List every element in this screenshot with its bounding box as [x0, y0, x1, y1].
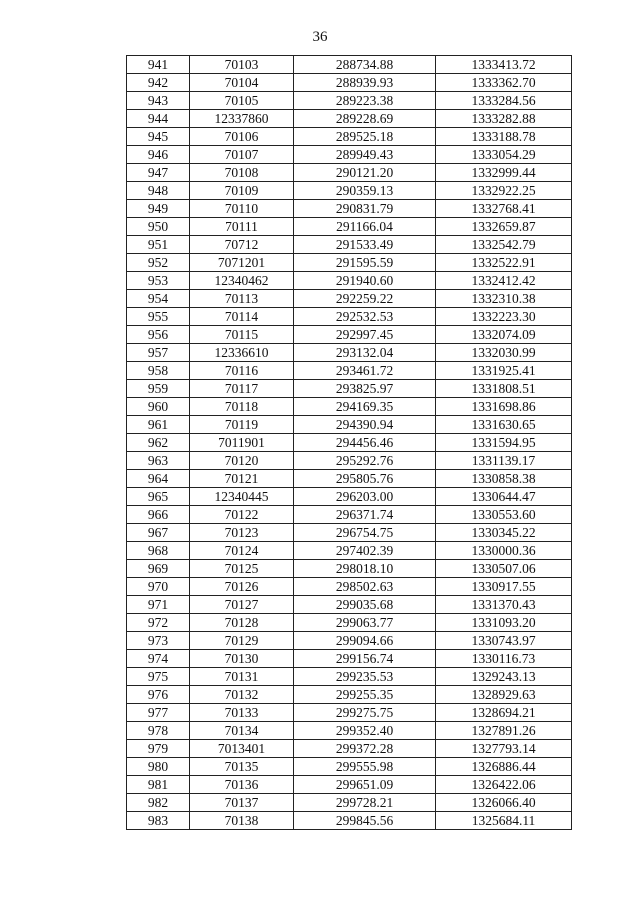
- y-coordinate-cell: 1330116.73: [436, 650, 572, 668]
- x-coordinate-cell: 295292.76: [294, 452, 436, 470]
- y-coordinate-cell: 1332542.79: [436, 236, 572, 254]
- x-coordinate-cell: 299275.75: [294, 704, 436, 722]
- point-id-cell: 70105: [190, 92, 294, 110]
- y-coordinate-cell: 1327793.14: [436, 740, 572, 758]
- point-id-cell: 70129: [190, 632, 294, 650]
- y-coordinate-cell: 1332768.41: [436, 200, 572, 218]
- y-coordinate-cell: 1333054.29: [436, 146, 572, 164]
- table-row: [127, 398, 572, 416]
- y-coordinate-cell: 1330917.55: [436, 578, 572, 596]
- x-coordinate-cell: 290831.79: [294, 200, 436, 218]
- table-row: [127, 758, 572, 776]
- table-row: [127, 596, 572, 614]
- row-index-cell: 978: [127, 722, 190, 740]
- point-id-cell: 12337860: [190, 110, 294, 128]
- table-row: [127, 470, 572, 488]
- x-coordinate-cell: 291533.49: [294, 236, 436, 254]
- x-coordinate-cell: 299845.56: [294, 812, 436, 830]
- row-index-cell: 968: [127, 542, 190, 560]
- y-coordinate-cell: 1333413.72: [436, 56, 572, 74]
- table-row: [127, 578, 572, 596]
- y-coordinate-cell: 1330507.06: [436, 560, 572, 578]
- row-index-cell: 970: [127, 578, 190, 596]
- x-coordinate-cell: 293825.97: [294, 380, 436, 398]
- y-coordinate-cell: 1332522.91: [436, 254, 572, 272]
- row-index-cell: 959: [127, 380, 190, 398]
- row-index-cell: 961: [127, 416, 190, 434]
- x-coordinate-cell: 298502.63: [294, 578, 436, 596]
- x-coordinate-cell: 299063.77: [294, 614, 436, 632]
- y-coordinate-cell: 1331093.20: [436, 614, 572, 632]
- point-id-cell: 7013401: [190, 740, 294, 758]
- table-row: [127, 362, 572, 380]
- y-coordinate-cell: 1332074.09: [436, 326, 572, 344]
- y-coordinate-cell: 1332659.87: [436, 218, 572, 236]
- x-coordinate-cell: 293461.72: [294, 362, 436, 380]
- table-row: [127, 776, 572, 794]
- table-row: [127, 416, 572, 434]
- row-index-cell: 981: [127, 776, 190, 794]
- table-row: [127, 74, 572, 92]
- y-coordinate-cell: 1331630.65: [436, 416, 572, 434]
- point-id-cell: 70135: [190, 758, 294, 776]
- table-row: [127, 344, 572, 362]
- point-id-cell: 70124: [190, 542, 294, 560]
- point-id-cell: 70114: [190, 308, 294, 326]
- x-coordinate-cell: 289228.69: [294, 110, 436, 128]
- y-coordinate-cell: 1333284.56: [436, 92, 572, 110]
- row-index-cell: 955: [127, 308, 190, 326]
- row-index-cell: 965: [127, 488, 190, 506]
- row-index-cell: 966: [127, 506, 190, 524]
- x-coordinate-cell: 297402.39: [294, 542, 436, 560]
- table-body: [127, 56, 572, 830]
- point-id-cell: 70113: [190, 290, 294, 308]
- x-coordinate-cell: 291166.04: [294, 218, 436, 236]
- x-coordinate-cell: 292259.22: [294, 290, 436, 308]
- table-row: [127, 218, 572, 236]
- point-id-cell: 70123: [190, 524, 294, 542]
- table-row: [127, 164, 572, 182]
- table-row: [127, 452, 572, 470]
- point-id-cell: 12340445: [190, 488, 294, 506]
- table-row: [127, 488, 572, 506]
- x-coordinate-cell: 299235.53: [294, 668, 436, 686]
- point-id-cell: 12340462: [190, 272, 294, 290]
- row-index-cell: 980: [127, 758, 190, 776]
- table-row: [127, 326, 572, 344]
- table-row: [127, 506, 572, 524]
- table-row: [127, 614, 572, 632]
- point-id-cell: 7071201: [190, 254, 294, 272]
- table-row: [127, 542, 572, 560]
- point-id-cell: 70122: [190, 506, 294, 524]
- row-index-cell: 964: [127, 470, 190, 488]
- x-coordinate-cell: 299372.28: [294, 740, 436, 758]
- x-coordinate-cell: 292997.45: [294, 326, 436, 344]
- table-row: [127, 650, 572, 668]
- row-index-cell: 982: [127, 794, 190, 812]
- x-coordinate-cell: 289223.38: [294, 92, 436, 110]
- y-coordinate-cell: 1326066.40: [436, 794, 572, 812]
- x-coordinate-cell: 289525.18: [294, 128, 436, 146]
- x-coordinate-cell: 295805.76: [294, 470, 436, 488]
- row-index-cell: 952: [127, 254, 190, 272]
- row-index-cell: 958: [127, 362, 190, 380]
- point-id-cell: 70103: [190, 56, 294, 74]
- row-index-cell: 957: [127, 344, 190, 362]
- table-row: [127, 308, 572, 326]
- row-index-cell: 945: [127, 128, 190, 146]
- point-id-cell: 70121: [190, 470, 294, 488]
- y-coordinate-cell: 1333282.88: [436, 110, 572, 128]
- row-index-cell: 950: [127, 218, 190, 236]
- table-row: [127, 128, 572, 146]
- point-id-cell: 70126: [190, 578, 294, 596]
- row-index-cell: 944: [127, 110, 190, 128]
- y-coordinate-cell: 1330858.38: [436, 470, 572, 488]
- table-row: [127, 110, 572, 128]
- x-coordinate-cell: 292532.53: [294, 308, 436, 326]
- y-coordinate-cell: 1330743.97: [436, 632, 572, 650]
- table-row: [127, 812, 572, 830]
- table-row: [127, 56, 572, 74]
- row-index-cell: 942: [127, 74, 190, 92]
- row-index-cell: 947: [127, 164, 190, 182]
- x-coordinate-cell: 290121.20: [294, 164, 436, 182]
- point-id-cell: 70131: [190, 668, 294, 686]
- y-coordinate-cell: 1329243.13: [436, 668, 572, 686]
- x-coordinate-cell: 299651.09: [294, 776, 436, 794]
- table-row: [127, 146, 572, 164]
- x-coordinate-cell: 299094.66: [294, 632, 436, 650]
- y-coordinate-cell: 1332999.44: [436, 164, 572, 182]
- point-id-cell: 70115: [190, 326, 294, 344]
- table-row: [127, 686, 572, 704]
- table-row: [127, 632, 572, 650]
- table-row: [127, 272, 572, 290]
- point-id-cell: 70117: [190, 380, 294, 398]
- coordinates-table: [126, 55, 572, 830]
- x-coordinate-cell: 298018.10: [294, 560, 436, 578]
- y-coordinate-cell: 1330000.36: [436, 542, 572, 560]
- x-coordinate-cell: 293132.04: [294, 344, 436, 362]
- point-id-cell: 70109: [190, 182, 294, 200]
- row-index-cell: 954: [127, 290, 190, 308]
- row-index-cell: 971: [127, 596, 190, 614]
- y-coordinate-cell: 1332412.42: [436, 272, 572, 290]
- page-number: 36: [312, 29, 328, 45]
- point-id-cell: 70132: [190, 686, 294, 704]
- x-coordinate-cell: 299255.35: [294, 686, 436, 704]
- point-id-cell: 70119: [190, 416, 294, 434]
- y-coordinate-cell: 1330345.22: [436, 524, 572, 542]
- point-id-cell: 70127: [190, 596, 294, 614]
- table-row: [127, 254, 572, 272]
- y-coordinate-cell: 1332922.25: [436, 182, 572, 200]
- row-index-cell: 963: [127, 452, 190, 470]
- point-id-cell: 70128: [190, 614, 294, 632]
- row-index-cell: 969: [127, 560, 190, 578]
- x-coordinate-cell: 296203.00: [294, 488, 436, 506]
- point-id-cell: 70133: [190, 704, 294, 722]
- table-row: [127, 92, 572, 110]
- y-coordinate-cell: 1331698.86: [436, 398, 572, 416]
- row-index-cell: 962: [127, 434, 190, 452]
- row-index-cell: 960: [127, 398, 190, 416]
- x-coordinate-cell: 291595.59: [294, 254, 436, 272]
- row-index-cell: 948: [127, 182, 190, 200]
- point-id-cell: 12336610: [190, 344, 294, 362]
- table-row: [127, 524, 572, 542]
- table-row: [127, 560, 572, 578]
- table-row: [127, 182, 572, 200]
- point-id-cell: 70134: [190, 722, 294, 740]
- row-index-cell: 974: [127, 650, 190, 668]
- table-row: [127, 290, 572, 308]
- point-id-cell: 70118: [190, 398, 294, 416]
- table-row: [127, 704, 572, 722]
- y-coordinate-cell: 1325684.11: [436, 812, 572, 830]
- row-index-cell: 976: [127, 686, 190, 704]
- x-coordinate-cell: 299156.74: [294, 650, 436, 668]
- row-index-cell: 979: [127, 740, 190, 758]
- row-index-cell: 941: [127, 56, 190, 74]
- x-coordinate-cell: 291940.60: [294, 272, 436, 290]
- table-row: [127, 434, 572, 452]
- row-index-cell: 977: [127, 704, 190, 722]
- y-coordinate-cell: 1332223.30: [436, 308, 572, 326]
- table-row: [127, 236, 572, 254]
- x-coordinate-cell: 296371.74: [294, 506, 436, 524]
- point-id-cell: 70106: [190, 128, 294, 146]
- x-coordinate-cell: 299352.40: [294, 722, 436, 740]
- y-coordinate-cell: 1326886.44: [436, 758, 572, 776]
- table-row: [127, 794, 572, 812]
- point-id-cell: 70111: [190, 218, 294, 236]
- table-row: [127, 740, 572, 758]
- point-id-cell: 70104: [190, 74, 294, 92]
- row-index-cell: 972: [127, 614, 190, 632]
- y-coordinate-cell: 1331370.43: [436, 596, 572, 614]
- point-id-cell: 70712: [190, 236, 294, 254]
- table-row: [127, 722, 572, 740]
- y-coordinate-cell: 1332030.99: [436, 344, 572, 362]
- y-coordinate-cell: 1327891.26: [436, 722, 572, 740]
- row-index-cell: 975: [127, 668, 190, 686]
- x-coordinate-cell: 289949.43: [294, 146, 436, 164]
- point-id-cell: 70107: [190, 146, 294, 164]
- x-coordinate-cell: 294390.94: [294, 416, 436, 434]
- point-id-cell: 70110: [190, 200, 294, 218]
- y-coordinate-cell: 1331594.95: [436, 434, 572, 452]
- point-id-cell: 70137: [190, 794, 294, 812]
- y-coordinate-cell: 1328694.21: [436, 704, 572, 722]
- y-coordinate-cell: 1331925.41: [436, 362, 572, 380]
- point-id-cell: 70120: [190, 452, 294, 470]
- y-coordinate-cell: 1330644.47: [436, 488, 572, 506]
- point-id-cell: 70125: [190, 560, 294, 578]
- row-index-cell: 953: [127, 272, 190, 290]
- point-id-cell: 70130: [190, 650, 294, 668]
- x-coordinate-cell: 299555.98: [294, 758, 436, 776]
- x-coordinate-cell: 299035.68: [294, 596, 436, 614]
- table-row: [127, 668, 572, 686]
- x-coordinate-cell: 294169.35: [294, 398, 436, 416]
- point-id-cell: 70138: [190, 812, 294, 830]
- row-index-cell: 967: [127, 524, 190, 542]
- row-index-cell: 973: [127, 632, 190, 650]
- point-id-cell: 70136: [190, 776, 294, 794]
- row-index-cell: 946: [127, 146, 190, 164]
- table-row: [127, 380, 572, 398]
- x-coordinate-cell: 288939.93: [294, 74, 436, 92]
- y-coordinate-cell: 1328929.63: [436, 686, 572, 704]
- y-coordinate-cell: 1331808.51: [436, 380, 572, 398]
- point-id-cell: 70108: [190, 164, 294, 182]
- point-id-cell: 70116: [190, 362, 294, 380]
- table-row: [127, 200, 572, 218]
- y-coordinate-cell: 1333362.70: [436, 74, 572, 92]
- row-index-cell: 943: [127, 92, 190, 110]
- x-coordinate-cell: 288734.88: [294, 56, 436, 74]
- y-coordinate-cell: 1332310.38: [436, 290, 572, 308]
- y-coordinate-cell: 1331139.17: [436, 452, 572, 470]
- row-index-cell: 983: [127, 812, 190, 830]
- x-coordinate-cell: 290359.13: [294, 182, 436, 200]
- x-coordinate-cell: 296754.75: [294, 524, 436, 542]
- row-index-cell: 956: [127, 326, 190, 344]
- point-id-cell: 7011901: [190, 434, 294, 452]
- y-coordinate-cell: 1326422.06: [436, 776, 572, 794]
- row-index-cell: 949: [127, 200, 190, 218]
- y-coordinate-cell: 1333188.78: [436, 128, 572, 146]
- x-coordinate-cell: 299728.21: [294, 794, 436, 812]
- row-index-cell: 951: [127, 236, 190, 254]
- y-coordinate-cell: 1330553.60: [436, 506, 572, 524]
- x-coordinate-cell: 294456.46: [294, 434, 436, 452]
